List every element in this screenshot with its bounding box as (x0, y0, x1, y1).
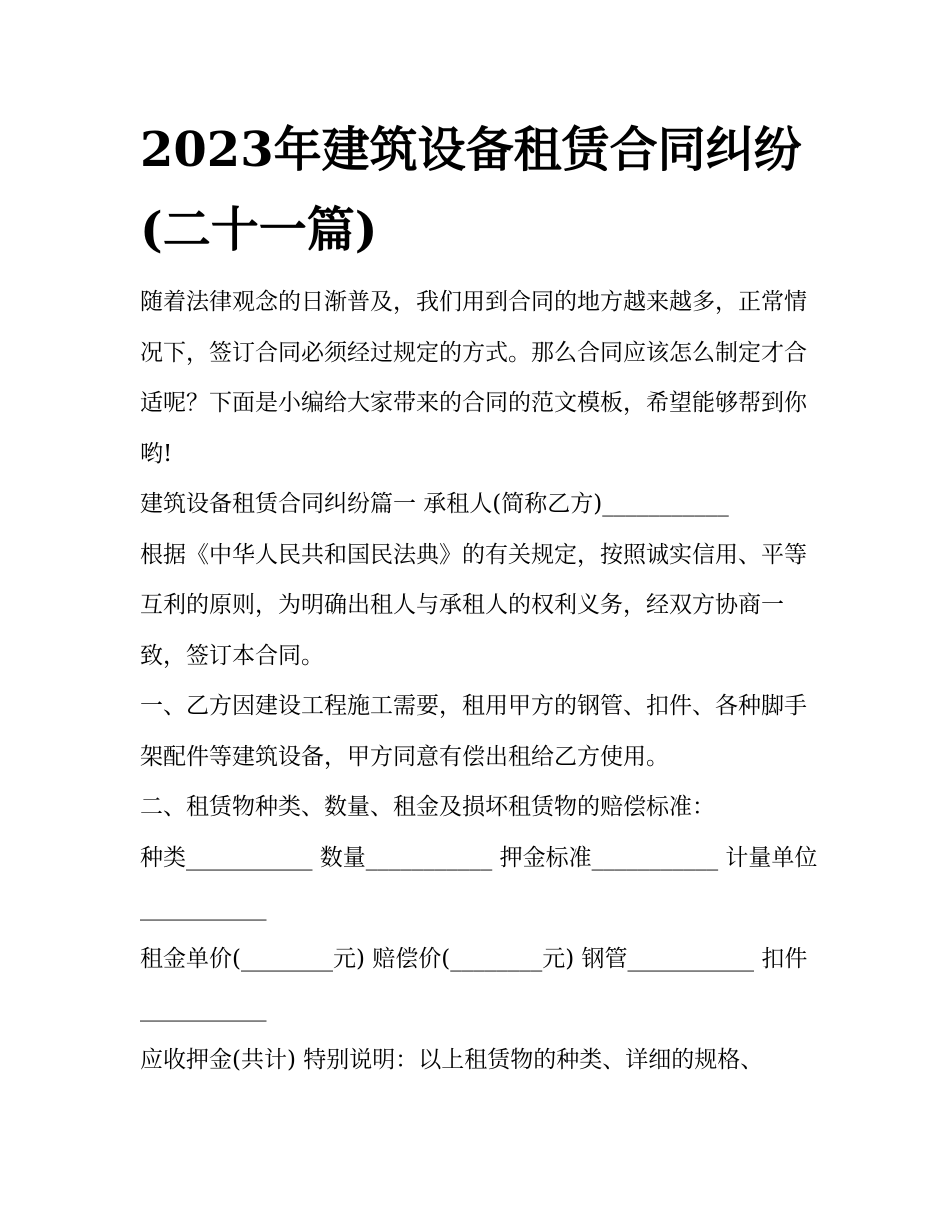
clause-one-paragraph: 一、乙方因建设工程施工需要，租用甲方的钢管、扣件、各种脚手架配件等建筑设备，甲方同意有偿出租给乙方使用。 (140, 693, 807, 770)
document-body (140, 277, 820, 1085)
legal-basis-paragraph: 根据《中华人民共和国民法典》的有关规定，按照诚实信用、平等互利的原则，为明确出租人与承租人的权利义务，经双方协商一致，签订本合同。 (140, 541, 807, 669)
fill-in-line-type-quantity: 种类___________ 数量___________ 押金标准___________ 计量单位___________ (140, 844, 818, 921)
document-title: 2023年建筑设备租赁合同纠纷(二十一篇) (140, 122, 802, 258)
deposit-note-paragraph: 应收押金(共计) 特别说明：以上租赁物的种类、详细的规格、 (140, 1046, 764, 1073)
section-heading-lessee: 建筑设备租赁合同纠纷篇一 承租人(简称乙方)___________ (140, 491, 729, 517)
fill-in-line-price: 租金单价(________元) 赔偿价(________元) 钢管___________ 扣件___________ (140, 945, 808, 1022)
intro-paragraph: 随着法律观念的日渐普及，我们用到合同的地方越来越多，正常情况下，签订合同必须经过规定的方式。那么合同应该怎么制定才合适呢？下面是小编给大家带来的合同的范文模板，希望能够帮到你哟! (140, 289, 807, 467)
clause-two-heading: 二、租赁物种类、数量、租金及损坏租赁物的赔偿标准： (140, 794, 715, 820)
